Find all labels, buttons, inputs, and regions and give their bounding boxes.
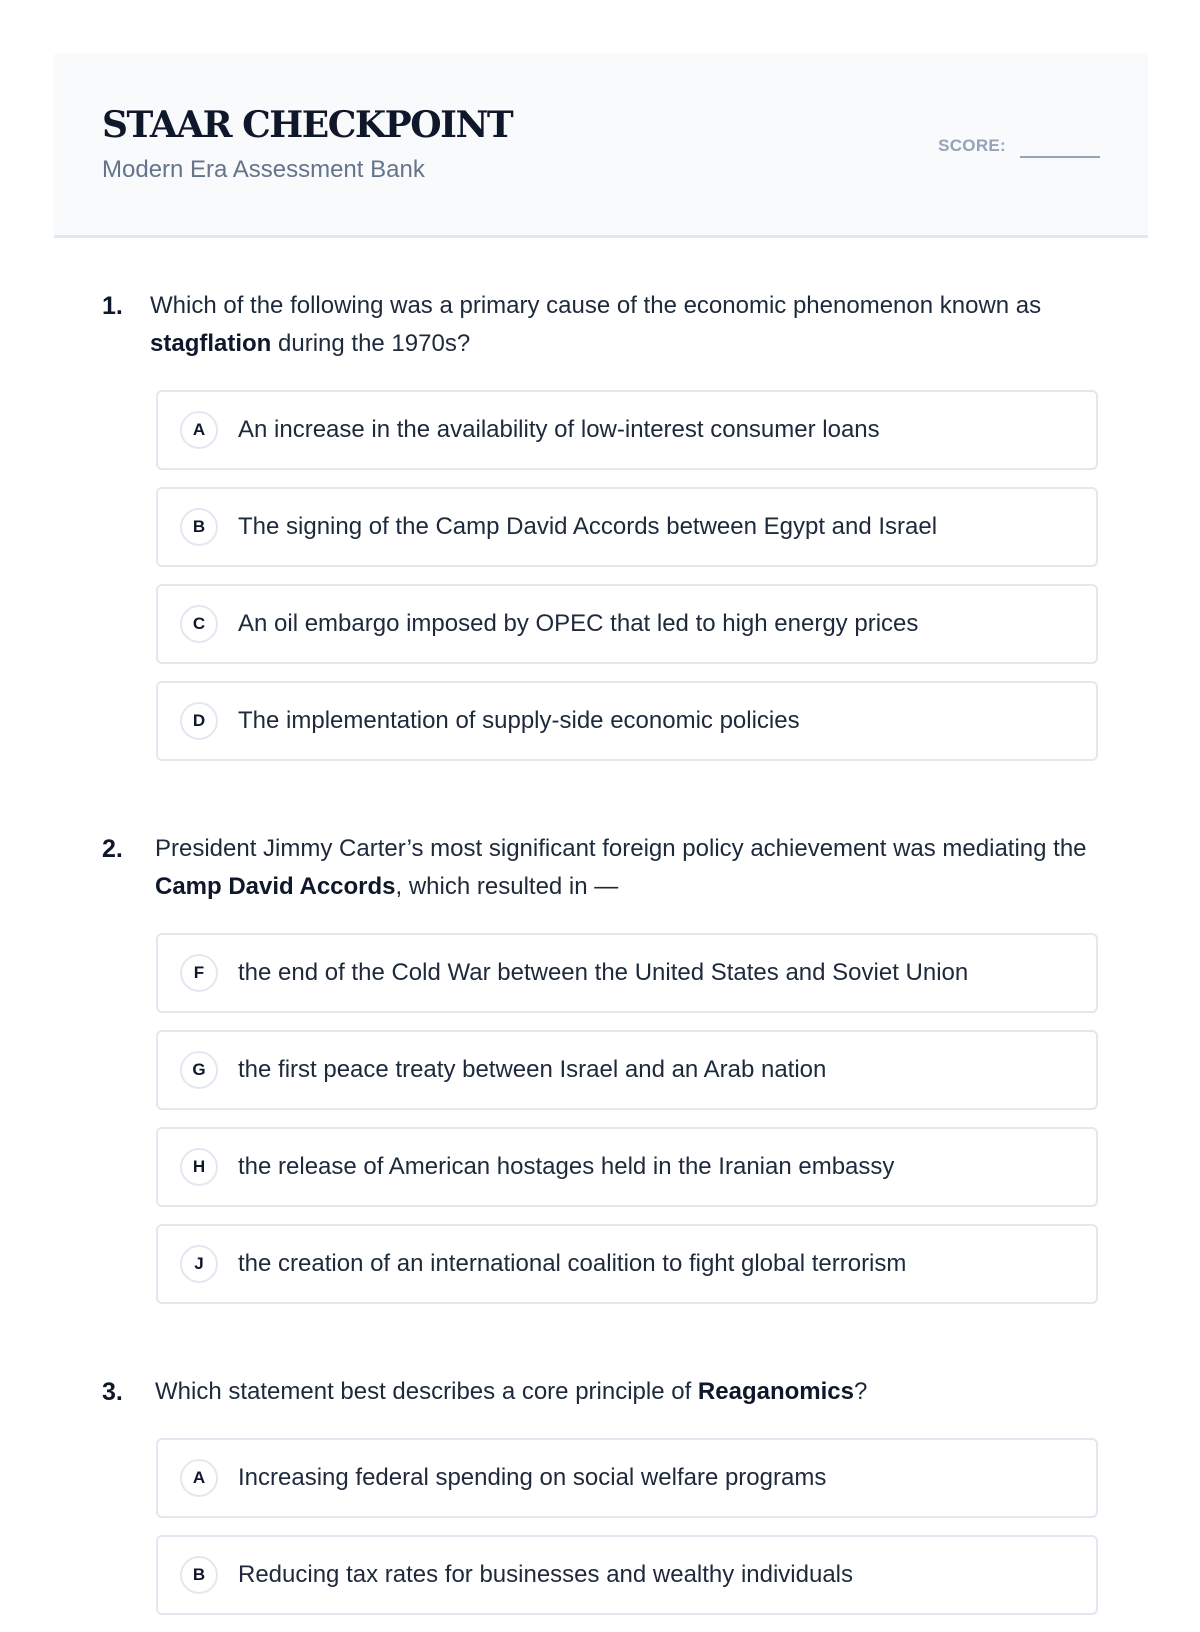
key-term: Reaganomics [697,1378,854,1405]
option-text: The signing of the Camp David Accords between Egypt and Israel [238,513,938,540]
question-number: 1. [102,292,123,320]
question-2 [102,830,1098,1321]
key-term: stagflation [150,330,272,357]
option-text: Reducing tax rates for businesses and wealthy individuals [238,1561,854,1588]
option-c[interactable] [156,584,1098,664]
score-blank-line [1020,156,1100,158]
option-j[interactable] [156,1224,1098,1304]
question-stem [102,1373,1098,1411]
score-area [938,136,1100,156]
worksheet-header [54,54,1148,238]
page-title: STAAR CHECKPOINT [102,104,513,146]
question-number: 3. [102,1378,123,1406]
question-number: 2. [102,835,123,863]
question-text: President Jimmy Carter’s most significant foreign policy achievement was mediating the Camp David Accords, which resulted in — [155,835,1087,900]
option-letter-badge: B [180,1556,218,1594]
option-text: The implementation of supply-side economic policies [238,707,800,734]
question-3 [102,1373,1098,1632]
option-a[interactable] [156,390,1098,470]
option-b[interactable] [156,487,1098,567]
option-text: the release of American hostages held in the Iranian embassy [238,1153,895,1180]
option-d[interactable] [156,681,1098,761]
option-text: the creation of an international coalition to fight global terrorism [238,1250,907,1277]
option-text: An oil embargo imposed by OPEC that led to high energy prices [238,610,919,637]
question-text: Which statement best describes a core principle of Reaganomics? [155,1378,868,1405]
option-text: An increase in the availability of low-interest consumer loans [238,416,880,443]
option-letter-badge: D [180,702,218,740]
option-letter-badge: J [180,1245,218,1283]
score-label: SCORE: [938,136,1006,155]
option-h[interactable] [156,1127,1098,1207]
option-letter-badge: B [180,508,218,546]
option-letter-badge: C [180,605,218,643]
option-letter-badge: G [180,1051,218,1089]
question-1 [102,287,1098,778]
option-text: the first peace treaty between Israel and an Arab nation [238,1056,827,1083]
option-text: the end of the Cold War between the United States and Soviet Union [238,959,969,986]
option-text: Increasing federal spending on social welfare programs [238,1464,827,1491]
option-letter-badge: A [180,411,218,449]
question-stem [102,830,1098,906]
question-stem [102,287,1098,363]
answer-options [156,1438,1098,1615]
option-b[interactable] [156,1535,1098,1615]
question-text: Which of the following was a primary cause of the economic phenomenon known as stagflation during the 1970s? [150,292,1042,357]
option-f[interactable] [156,933,1098,1013]
option-g[interactable] [156,1030,1098,1110]
option-letter-badge: F [180,954,218,992]
answer-options [156,390,1098,761]
option-letter-badge: H [180,1148,218,1186]
option-letter-badge: A [180,1459,218,1497]
key-term: Camp David Accords [155,873,396,900]
option-a[interactable] [156,1438,1098,1518]
answer-options [156,933,1098,1304]
page-subtitle: Modern Era Assessment Bank [102,156,425,183]
